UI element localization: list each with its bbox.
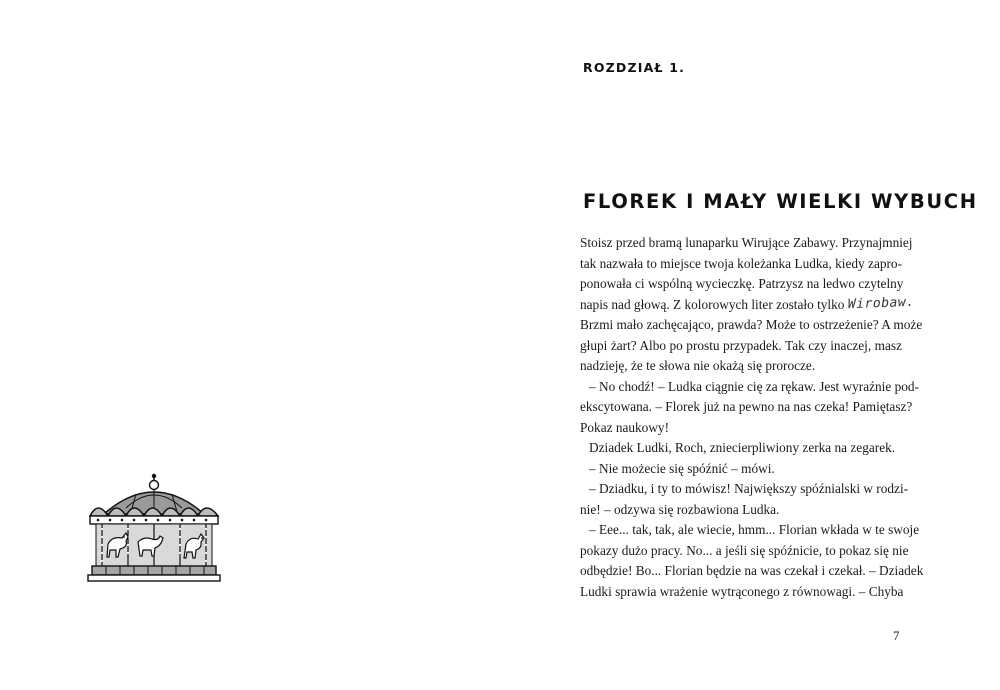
text-line: Dziadek Ludki, Roch, zniecierpliwiony zerka na zegarek. — [589, 440, 896, 455]
text-line: – Nie możecie się spóźnić – mówi. — [589, 460, 775, 476]
handwritten-sign-text: Wirobaw. — [847, 294, 915, 312]
text-line: nie! – odzywa się rozbawiona Ludka. — [580, 501, 780, 517]
text-line: ponowała ci wspólną wycieczkę. Patrzysz na ledwo czytelny — [580, 276, 904, 291]
right-page — [500, 0, 1000, 690]
text-line: – Dziadku, i ty to mówisz! Największy spóźnialski w rodzi- — [589, 481, 909, 496]
text-line: – No chodź! – Ludka ciągnie cię za rękaw. Jest wyraźnie pod- — [589, 378, 919, 394]
text-line: Ludki sprawia wrażenie wytrąconego z równowagi. – Chyba — [580, 583, 904, 599]
text-line: pokazy dużo pracy. No... a jeśli się spóźnicie, to pokaz się nie — [580, 542, 909, 558]
text-line: ekscytowana. – Florek już na pewno na nas czeka! Pamiętasz? — [580, 399, 913, 414]
text-line: Brzmi mało zachęcająco, prawda? Może to ostrzeżenie? A może — [580, 317, 923, 332]
chapter-title: FLOREK I MAŁY WIELKI WYBUCH — [583, 190, 978, 213]
text-line: tak nazwała to miejsce twoja koleżanka Ludka, kiedy zapro- — [580, 255, 902, 271]
text-line: głupi żart? Albo po prostu przypadek. Tak czy inaczej, masz — [580, 337, 902, 353]
sign-line-prefix: napis nad głową. Z kolorowych liter zostało tylko — [580, 296, 845, 312]
page-number: 7 — [893, 628, 900, 643]
text-line: – Eee... tak, tak, ale wiecie, hmm... Florian wkłada w te swoje — [589, 522, 920, 537]
body-text — [580, 233, 924, 602]
text-line: Stoisz przed bramą lunaparku Wirujące Zabawy. Przynajmniej — [580, 235, 913, 250]
carousel-illustration — [86, 472, 222, 586]
chapter-label: ROZDZIAŁ 1. — [583, 60, 686, 75]
text-line: Pokaz naukowy! — [580, 419, 669, 435]
text-line: nadzieję, że te słowa nie okażą się prorocze. — [580, 358, 816, 373]
text-line: odbędzie! Bo... Florian będzie na was czekał i czekał. – Dziadek — [580, 563, 924, 578]
text-line — [580, 294, 915, 316]
